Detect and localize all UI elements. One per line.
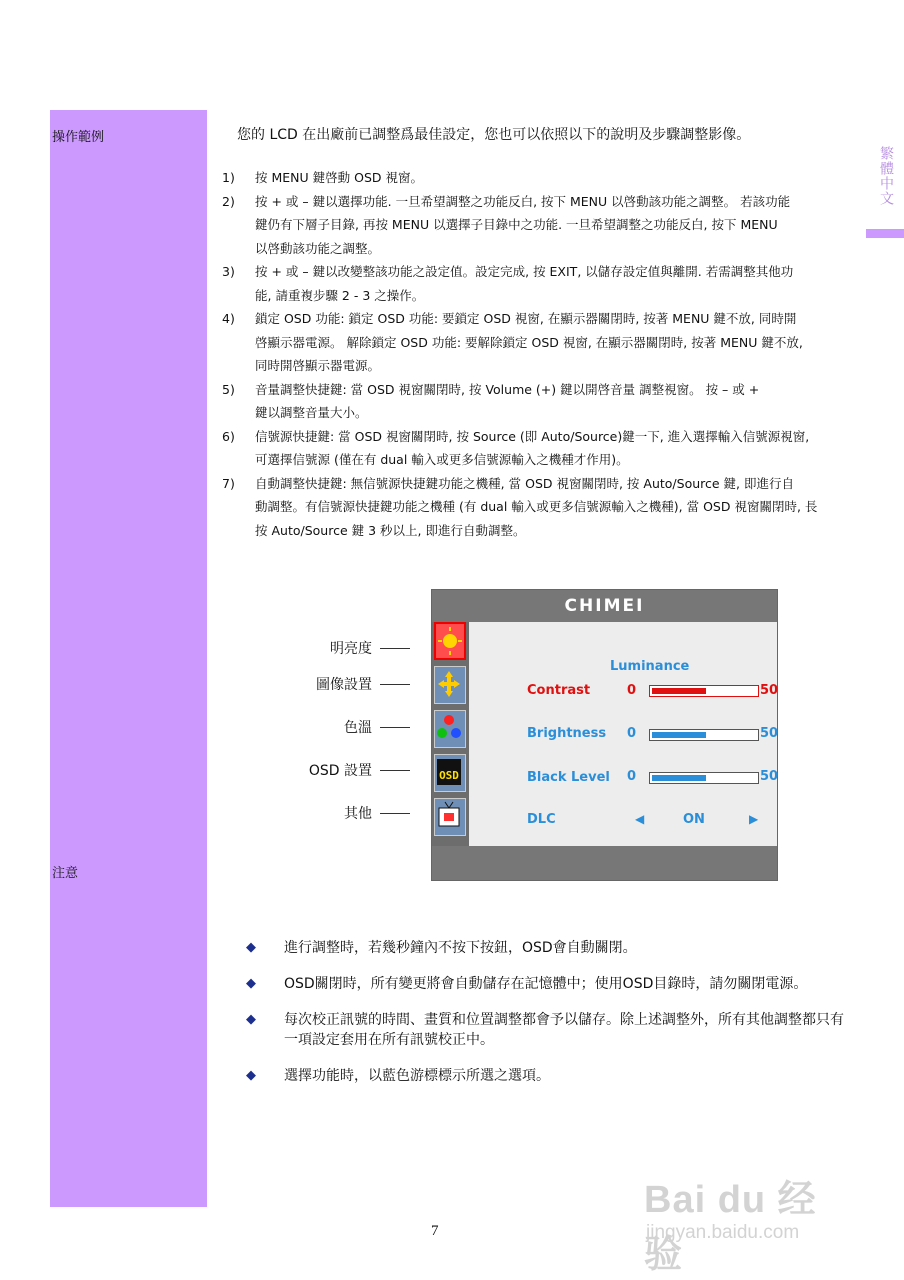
osd-menu [431, 589, 778, 881]
osd-settings-icon[interactable] [434, 754, 466, 792]
note-item: ◆ 進行調整時，若幾秒鐘內不按下按鈕，OSD會自動關閉。 [246, 940, 637, 956]
osd-level-bar[interactable] [649, 685, 759, 697]
osd-row-dlc[interactable]: DLC [527, 812, 556, 827]
watermark-url: jingyan.baidu.com [646, 1222, 800, 1243]
step-number: 2) [222, 193, 235, 209]
diamond-bullet-icon: ◆ [246, 940, 256, 955]
osd-brand: CHIMEI [564, 596, 645, 616]
osd-label-color-temp: 色溫 [344, 717, 410, 737]
step-number: 6) [222, 428, 235, 444]
brightness-icon[interactable] [434, 622, 466, 660]
step-line: 按 MENU 鍵啓動 OSD 視窗。 [255, 170, 423, 185]
language-tab-label: 繁體中文 [878, 146, 894, 206]
step-number: 5) [222, 381, 235, 397]
osd-level-fill [652, 732, 706, 738]
step-item [222, 425, 862, 472]
step-line: 啓顯示器電源。 解除鎖定 OSD 功能: 要解除鎖定 OSD 視窗, 在顯示器關閉時, 按著 MENU 鍵不放, [255, 334, 803, 350]
step-line: 能, 請重複步驟 2 - 3 之操作。 [255, 287, 425, 303]
section-label-notes: 注意 [52, 866, 79, 881]
image-position-icon[interactable] [434, 666, 466, 704]
step-item [222, 190, 862, 261]
color-temperature-icon[interactable] [434, 710, 466, 748]
sidebar [50, 110, 207, 1207]
step-item [222, 307, 862, 378]
osd-min-value: 0 [627, 726, 637, 741]
step-item [222, 260, 862, 307]
osd-max-value: 50 [760, 726, 779, 741]
step-item [222, 166, 862, 190]
step-line: 自動調整快捷鍵: 無信號源快捷鍵功能之機種, 當 OSD 視窗關閉時, 按 Auto/Source 鍵, 即進行自 [255, 475, 794, 491]
svg-text:OSD: OSD [439, 769, 459, 782]
diamond-bullet-icon: ◆ [246, 976, 256, 991]
osd-max-value: 50 [760, 683, 779, 698]
step-number: 7) [222, 475, 235, 491]
step-line: 音量調整快捷鍵: 當 OSD 視窗關閉時, 按 Volume (+) 鍵以開啓音量 調整視窗。 按 – 或 + [255, 381, 760, 397]
step-line: 可選擇信號源 (僅在有 dual 輸入或更多信號源輸入之機種才作用)。 [255, 452, 629, 467]
step-number: 1) [222, 170, 235, 185]
language-tab-bar [866, 229, 904, 238]
note-item: ◆ 選擇功能時，以藍色游標標示所選之選項。 [246, 1068, 550, 1084]
step-item [222, 378, 862, 425]
osd-panel [469, 622, 777, 846]
step-line: 同時開啓顯示器電源。 [255, 358, 381, 373]
osd-row-contrast[interactable]: Contrast [527, 683, 591, 698]
step-line: 鎖定 OSD 功能: 鎖定 OSD 功能: 要鎖定 OSD 視窗, 在顯示器關閉時, 按著 MENU 鍵不放, 同時開 [255, 311, 797, 326]
step-number: 3) [222, 264, 235, 279]
arrow-right-icon[interactable]: ▶ [749, 812, 759, 826]
step-line: 按 Auto/Source 鍵 3 秒以上, 即進行自動調整。 [255, 522, 526, 538]
diamond-bullet-icon: ◆ [246, 1012, 256, 1027]
step-line: 按 + 或 – 鍵以改變整該功能之設定值。設定完成, 按 EXIT, 以儲存設定值與離開. 若需調整其他功 [255, 264, 794, 279]
language-tab[interactable] [866, 146, 904, 238]
step-line: 按 + 或 – 鍵以選擇功能. 一旦希望調整之功能反白, 按下 MENU 以啓動該功能之調整。 若該功能 [255, 193, 791, 209]
osd-level-fill [652, 775, 706, 781]
step-item [222, 472, 862, 543]
page-number: 7 [431, 1223, 439, 1239]
osd-level-fill [652, 688, 706, 694]
osd-level-bar[interactable] [649, 729, 759, 741]
note-item: ◆ OSD關閉時，所有變更將會自動儲存在記憶體中；使用OSD目錄時，請勿關閉電源。 [246, 976, 808, 992]
watermark-logo: Bai du 经验 [644, 1179, 817, 1276]
osd-label-other: 其他 [344, 803, 410, 823]
step-line: 鍵以調整音量大小。 [255, 405, 368, 420]
intro-text: 您的 LCD 在出廠前已調整爲最佳設定，您也可以依照以下的說明及步驟調整影像。 [237, 127, 751, 143]
osd-label-osd-settings: OSD 設置 [309, 760, 410, 780]
osd-row-black-level[interactable]: Black Level [527, 770, 610, 785]
diamond-bullet-icon: ◆ [246, 1068, 256, 1083]
arrow-left-icon[interactable]: ◀ [635, 812, 645, 826]
osd-menu-title: Luminance [610, 659, 690, 674]
step-line: 以啓動該功能之調整。 [255, 240, 381, 256]
step-line: 信號源快捷鍵: 當 OSD 視窗關閉時, 按 Source (即 Auto/Source)鍵一下, 進入選擇輸入信號源視窗, [255, 428, 810, 444]
osd-min-value: 0 [627, 769, 637, 784]
notes-list [246, 938, 856, 1102]
other-icon[interactable] [434, 798, 466, 836]
step-line: 鍵仍有下層子目錄, 再按 MENU 以選擇子目錄中之功能. 一旦希望調整之功能反白, 按下 MENU [255, 217, 778, 232]
osd-toggle-value: ON [683, 812, 705, 827]
steps-list [222, 166, 862, 542]
section-label-operation: 操作範例 [52, 130, 105, 145]
step-number: 4) [222, 311, 235, 326]
osd-footer [432, 846, 777, 880]
osd-level-bar[interactable] [649, 772, 759, 784]
note-item: ◆ 每次校正訊號的時間、畫質和位置調整都會予以儲存。除上述調整外，所有其他調整都只有一項設定套用在所有訊號校正中。 [246, 1012, 844, 1048]
baidu-watermark [644, 1150, 854, 1276]
osd-max-value: 50 [760, 769, 779, 784]
osd-min-value: 0 [627, 683, 637, 698]
osd-row-brightness[interactable]: Brightness [527, 726, 607, 741]
step-line: 動調整。有信號源快捷鍵功能之機種 (有 dual 輸入或更多信號源輸入之機種), 當 OSD 視窗關閉時, 長 [255, 499, 818, 514]
osd-label-brightness: 明亮度 [330, 638, 410, 658]
osd-label-image: 圖像設置 [316, 674, 410, 694]
osd-icon-column [432, 622, 469, 846]
